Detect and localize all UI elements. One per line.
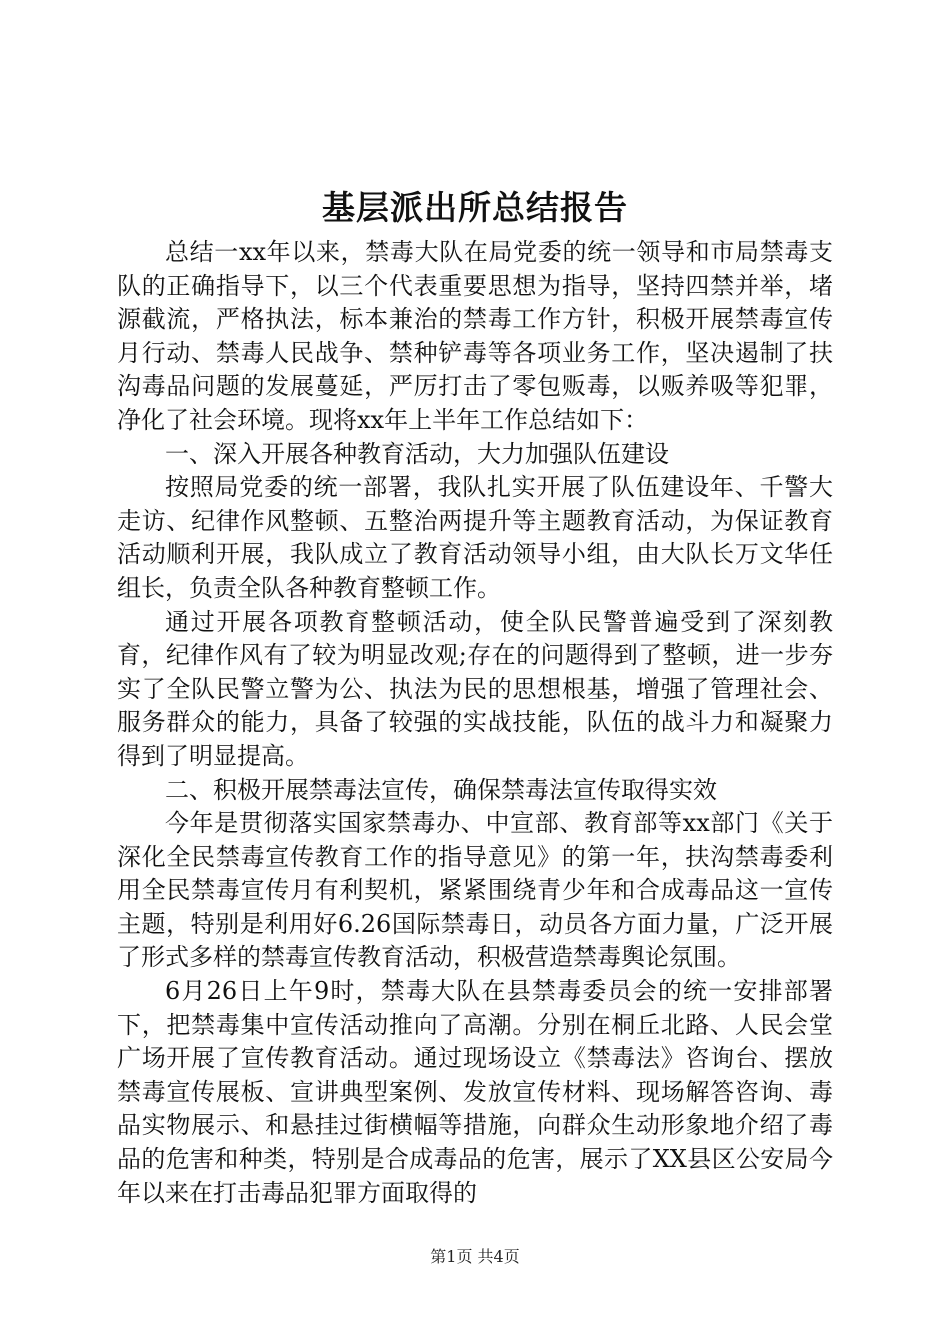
paragraph-section2-b: 6月26日上午9时，禁毒大队在县禁毒委员会的统一安排部署下，把禁毒集中宣传活动推向了高潮。分别在桐丘北路、人民会堂广场开展了宣传教育活动。通过现场设立《禁毒法》咨询台、摆放禁毒宣传展板、宣讲典型案例、发放宣传材料、现场解答咨询、毒品实物展示、和悬挂过街横幅等措施，向群众生动形象地介绍了毒品的危害和种类，特别是合成毒品的危害，展示了XX县区公安局今年以来在打击毒品犯罪方面取得的 (117, 977, 833, 1207)
paragraph-intro: 总结一xx年以来，禁毒大队在局党委的统一领导和市局禁毒支队的正确指导下，以三个代表重要思想为指导，坚持四禁并举，堵源截流，严格执法，标本兼治的禁毒工作方针，积极开展禁毒宣传月行动、禁毒人民战争、禁种铲毒等各项业务工作，坚决遏制了扶沟毒品问题的发展蔓延，严厉打击了零包贩毒，以贩养吸等犯罪，净化了社会环境。现将xx年上半年工作总结如下： (117, 238, 833, 434)
paragraph-section1-a: 按照局党委的统一部署，我队扎实开展了队伍建设年、千警大走访、纪律作风整顿、五整治两提升等主题教育活动，为保证教育活动顺利开展，我队成立了教育活动领导小组，由大队长万文华任组长，负责全队各种教育整顿工作。 (117, 473, 833, 602)
section-heading-1: 一、深入开展各种教育活动，大力加强队伍建设 (165, 439, 669, 468)
document-title: 基层派出所总结报告 (322, 188, 628, 227)
paragraph-section1-b: 通过开展各项教育整顿活动，使全队民警普遍受到了深刻教育，纪律作风有了较为明显改观;存在的问题得到了整顿，进一步夯实了全队民警立警为公、执法为民的思想根基，增强了管理社会、服务群众的能力，具备了较强的实战技能，队伍的战斗力和凝聚力得到了明显提高。 (117, 607, 833, 770)
page-number-footer: 第1页 共4页 (430, 1247, 520, 1266)
section-heading-2: 二、积极开展禁毒法宣传，确保禁毒法宣传取得实效 (165, 775, 717, 804)
document-body (117, 236, 833, 1210)
paragraph-section2-a: 今年是贯彻落实国家禁毒办、中宣部、教育部等xx部门《关于深化全民禁毒宣传教育工作的指导意见》的第一年，扶沟禁毒委利用全民禁毒宣传月有利契机，紧紧围绕青少年和合成毒品这一宣传主题，特别是利用好6.26国际禁毒日，动员各方面力量，广泛开展了形式多样的禁毒宣传教育活动，积极营造禁毒舆论氛围。 (117, 809, 833, 972)
